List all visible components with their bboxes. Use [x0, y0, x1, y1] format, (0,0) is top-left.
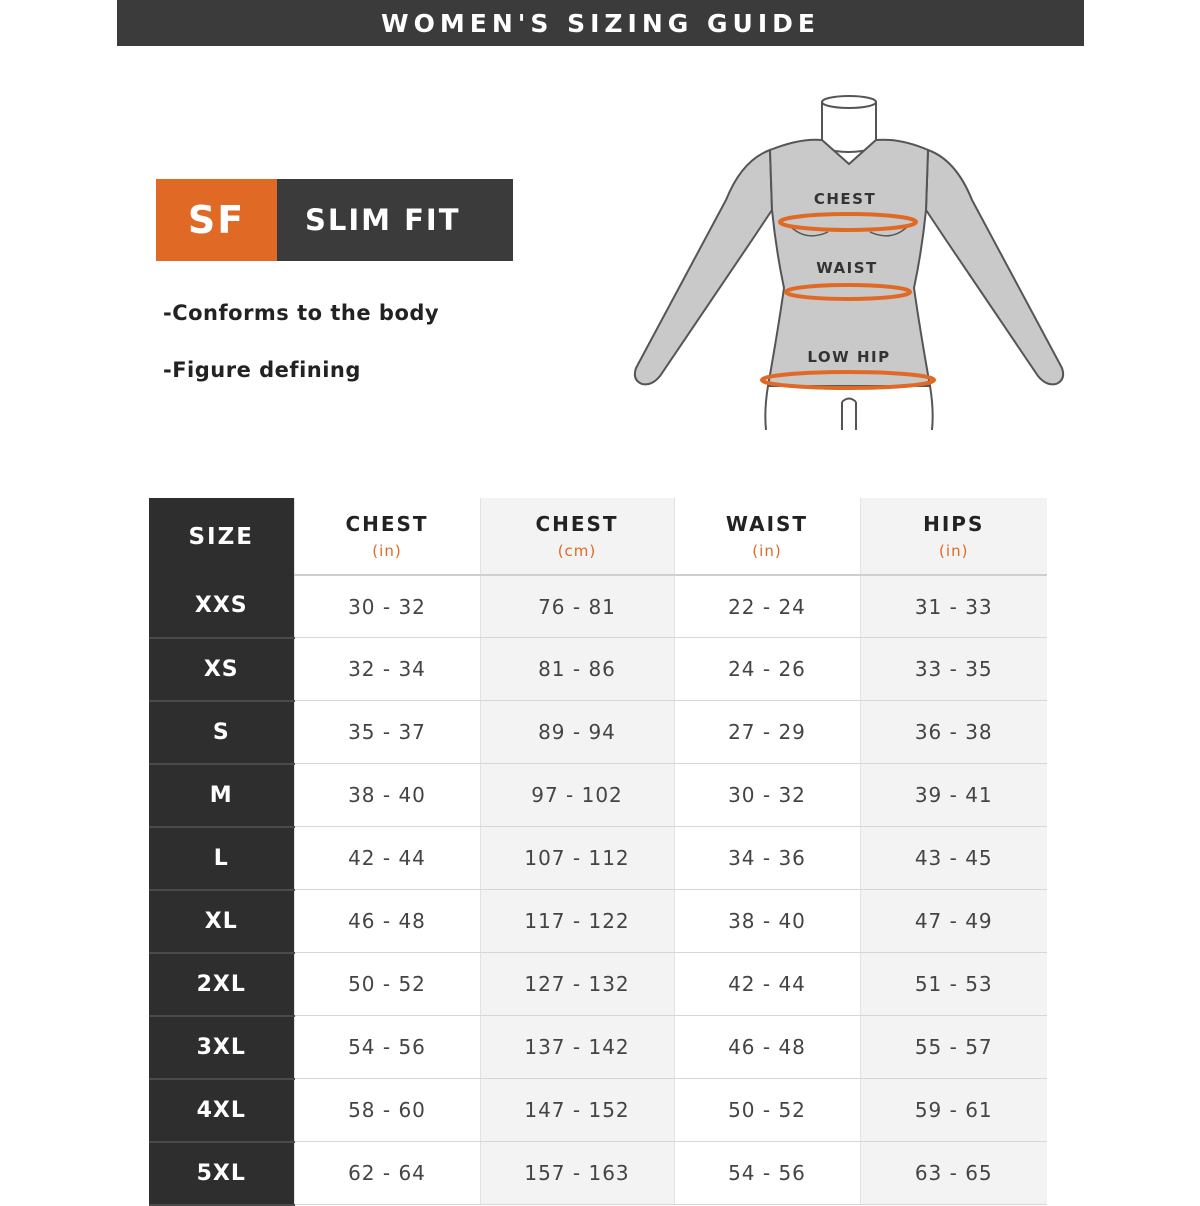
measurement-cell: 54 - 56 [674, 1142, 860, 1205]
column-header-label: CHEST [535, 512, 619, 536]
measurement-cell: 24 - 26 [674, 638, 860, 701]
measurement-cell: 31 - 33 [860, 575, 1047, 638]
measurement-cell: 50 - 52 [674, 1079, 860, 1142]
column-header-unit: (in) [372, 542, 402, 560]
column-header-unit: (in) [939, 542, 969, 560]
table-row [149, 1079, 1047, 1142]
measurement-cell: 58 - 60 [294, 1079, 480, 1142]
fit-type-badge [156, 179, 513, 261]
measurement-cell: 147 - 152 [480, 1079, 674, 1142]
measurement-cell: 97 - 102 [480, 764, 674, 827]
measurement-cell: 46 - 48 [294, 890, 480, 953]
measurement-cell: 127 - 132 [480, 953, 674, 1016]
measurement-cell: 55 - 57 [860, 1016, 1047, 1079]
measurement-cell: 50 - 52 [294, 953, 480, 1016]
fit-feature-2: -Figure defining [163, 358, 361, 382]
measurement-cell: 89 - 94 [480, 701, 674, 764]
measurement-cell: 51 - 53 [860, 953, 1047, 1016]
table-row [149, 764, 1047, 827]
size-label-cell: XS [149, 638, 294, 701]
measurement-cell: 54 - 56 [294, 1016, 480, 1079]
table-row [149, 827, 1047, 890]
column-header-chest-in [294, 498, 480, 575]
chest-label: CHEST [813, 190, 877, 208]
measurement-cell: 107 - 112 [480, 827, 674, 890]
column-header-label: WAIST [725, 512, 809, 536]
size-column-header: SIZE [149, 498, 294, 575]
table-row [149, 953, 1047, 1016]
column-header-unit: (in) [752, 542, 782, 560]
measurement-cell: 157 - 163 [480, 1142, 674, 1205]
size-label-cell: 4XL [149, 1079, 294, 1142]
measurement-cell: 38 - 40 [294, 764, 480, 827]
measurement-cell: 47 - 49 [860, 890, 1047, 953]
size-label-cell: 2XL [149, 953, 294, 1016]
table-row [149, 575, 1047, 638]
table-row [149, 1142, 1047, 1205]
measurement-cell: 27 - 29 [674, 701, 860, 764]
measurement-cell: 22 - 24 [674, 575, 860, 638]
table-row [149, 638, 1047, 701]
table-row [149, 1016, 1047, 1079]
measurement-cell: 137 - 142 [480, 1016, 674, 1079]
measurement-cell: 76 - 81 [480, 575, 674, 638]
size-table-body [149, 575, 1047, 1205]
left-sleeve [635, 150, 772, 384]
column-header-waist-in [674, 498, 860, 575]
measurement-cell: 42 - 44 [674, 953, 860, 1016]
size-chart-table [149, 498, 1047, 1206]
size-label-cell: M [149, 764, 294, 827]
table-row [149, 890, 1047, 953]
measurement-cell: 38 - 40 [674, 890, 860, 953]
measurement-cell: 62 - 64 [294, 1142, 480, 1205]
size-label-cell: XXS [149, 575, 294, 638]
low-hip-label: LOW HIP [807, 348, 891, 366]
measurement-cell: 32 - 34 [294, 638, 480, 701]
measurement-cell: 30 - 32 [674, 764, 860, 827]
measurement-cell: 117 - 122 [480, 890, 674, 953]
measurement-cell: 34 - 36 [674, 827, 860, 890]
right-sleeve [926, 150, 1063, 384]
page-title: WOMEN'S SIZING GUIDE [117, 0, 1084, 46]
measurement-cell: 63 - 65 [860, 1142, 1047, 1205]
measurement-cell: 81 - 86 [480, 638, 674, 701]
measurement-cell: 39 - 41 [860, 764, 1047, 827]
column-header-hips-in [860, 498, 1047, 575]
column-header-label: CHEST [345, 512, 429, 536]
size-label-cell: 5XL [149, 1142, 294, 1205]
measurement-cell: 33 - 35 [860, 638, 1047, 701]
column-header-label: HIPS [923, 512, 985, 536]
size-label-cell: XL [149, 890, 294, 953]
size-label-cell: L [149, 827, 294, 890]
table-header-row [149, 498, 1047, 575]
fit-code: SF [156, 179, 277, 261]
size-label-cell: 3XL [149, 1016, 294, 1079]
column-header-chest-cm [480, 498, 674, 575]
measurement-cell: 30 - 32 [294, 575, 480, 638]
column-header-unit: (cm) [557, 542, 597, 560]
waist-label: WAIST [816, 259, 878, 277]
size-label-cell: S [149, 701, 294, 764]
measurement-figure [630, 90, 1070, 435]
fit-name: SLIM FIT [277, 179, 513, 261]
measurement-cell: 36 - 38 [860, 701, 1047, 764]
measurement-cell: 43 - 45 [860, 827, 1047, 890]
measurement-cell: 46 - 48 [674, 1016, 860, 1079]
table-row [149, 701, 1047, 764]
measurement-cell: 35 - 37 [294, 701, 480, 764]
fit-feature-1: -Conforms to the body [163, 301, 440, 325]
measurement-cell: 42 - 44 [294, 827, 480, 890]
measurement-cell: 59 - 61 [860, 1079, 1047, 1142]
mannequin-legs [765, 386, 932, 430]
